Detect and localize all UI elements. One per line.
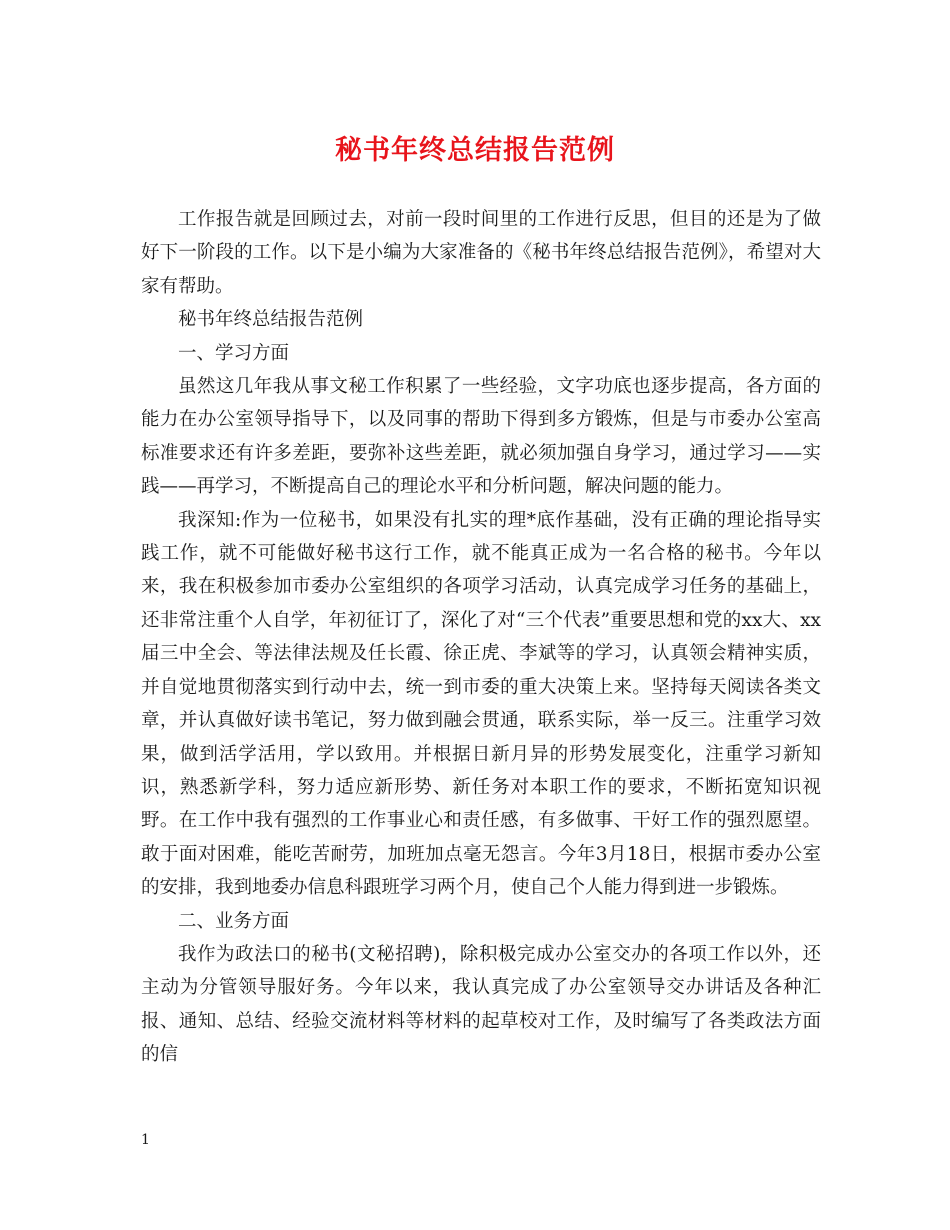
- document-body: [141, 203, 821, 1072]
- intro-paragraph: 工作报告就是回顾过去，对前一段时间里的工作进行反思，但目的还是为了做好下一阶段的工作。以下是小编为大家准备的《秘书年终总结报告范例》，希望对大家有帮助。: [141, 209, 821, 297]
- business-paragraph-1: 我作为政法口的秘书(文秘招聘)，除积极完成办公室交办的各项工作以外，还主动为分管领导服好务。今年以来，我认真完成了办公室领导交办讲话及各种汇报、通知、总结、经验交流材料等材料的起草校对工作，及时编写了各类政法方面的信: [141, 943, 821, 1066]
- page-number: 1: [141, 1132, 150, 1148]
- section-heading-business: 二、业务方面: [178, 910, 290, 932]
- study-paragraph-1: 虽然这几年我从事文秘工作积累了一些经验，文字功底也逐步提高，各方面的能力在办公室领导指导下，以及同事的帮助下得到多方锻炼，但是与市委办公室高标准要求还有许多差距，要弥补这些差距，就必须加强自身学习，通过学习——实践——再学习，不断提高自己的理论水平和分析问题，解决问题的能力。: [141, 376, 821, 498]
- document-title: 秘书年终总结报告范例: [335, 135, 615, 166]
- study-paragraph-2: 我深知:作为一位秘书，如果没有扎实的理*底作基础，没有正确的理论指导实践工作，就不可能做好秘书这行工作，就不能真正成为一名合格的秘书。今年以来，我在积极参加市委办公室组织的各项学习活动，认真完成学习任务的基础上，还非常注重个人自学，年初征订了，深化了对“三个代表”重要思想和党的xx大、xx届三中全会、等法律法规及任长霞、徐正虎、李斌等的学习，认真领会精神实质，并自觉地贯彻落实到行动中去，统一到市委的重大决策上来。坚持每天阅读各类文章，并认真做好读书笔记，努力做到融会贯通，联系实际，举一反三。注重学习效果，做到活学活用，学以致用。并根据日新月异的形势发展变化，注重学习新知识，熟悉新学科，努力适应新形势、新任务对本职工作的要求，不断拓宽知识视野。在工作中我有强烈的工作事业心和责任感，有多做事、干好工作的强烈愿望。敢于面对困难，能吃苦耐劳，加班加点毫无怨言。今年3月18日，根据市委办公室的安排，我到地委办信息科跟班学习两个月，使自己个人能力得到进一步锻炼。: [141, 509, 821, 899]
- section-heading-study: 一、学习方面: [178, 342, 290, 364]
- subtitle-paragraph: 秘书年终总结报告范例: [178, 309, 364, 331]
